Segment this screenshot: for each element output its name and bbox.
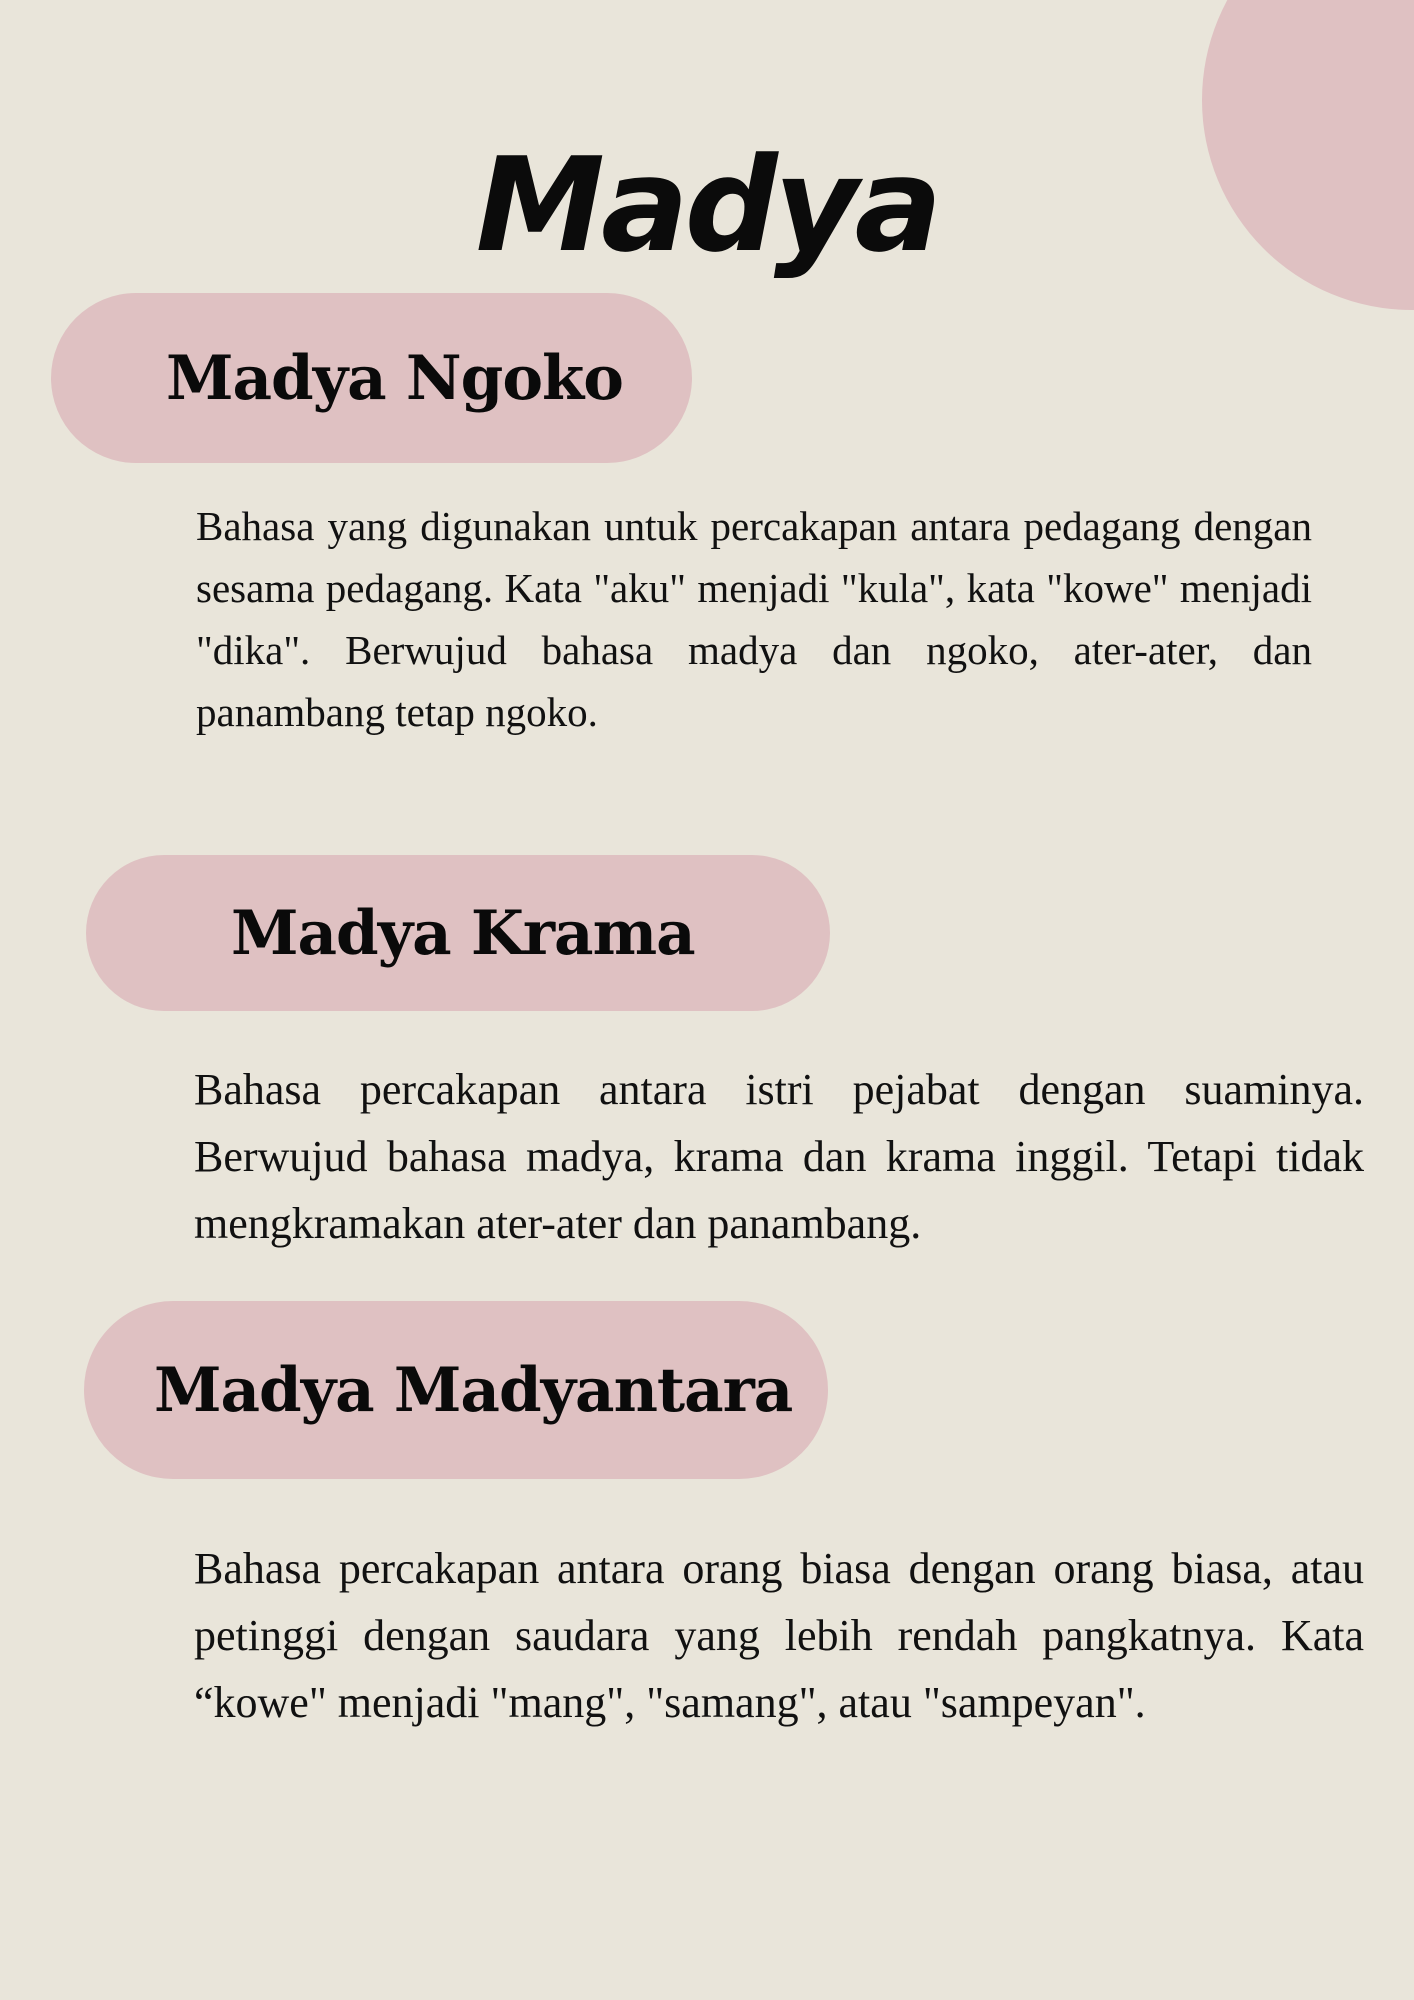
section-text-madya-ngoko: Bahasa yang digunakan untuk percakapan antara pedagang dengan sesama pedagang. Kata "aku" menjadi "kula", kata "kowe" menjadi "dika". Berwujud bahasa madya dan ngoko, ater-ater, dan panambang tetap ngoko.: [196, 503, 1312, 735]
section-text-madya-madyantara: Bahasa percakapan antara orang biasa dengan orang biasa, atau petinggi dengan saudara yang lebih rendah pangkatnya. Kata “kowe" menjadi "mang", "samang", atau "sampeyan".: [194, 1544, 1364, 1727]
section-heading-madya-madyantara: Madya Madyantara: [154, 1354, 793, 1426]
section-heading-pill-madya-madyantara: [84, 1301, 828, 1479]
section-heading-pill-madya-krama: [86, 855, 830, 1011]
section-heading-madya-ngoko: Madya Ngoko: [166, 342, 623, 414]
page-title: Madya: [475, 129, 939, 282]
section-heading-pill-madya-ngoko: [51, 293, 692, 463]
section-text-madya-krama: Bahasa percakapan antara istri pejabat dengan suaminya. Berwujud bahasa madya, krama dan krama inggil. Tetapi tidak mengkramakan ater-ater dan panambang.: [194, 1065, 1364, 1248]
section-heading-madya-krama: Madya Krama: [231, 897, 695, 969]
